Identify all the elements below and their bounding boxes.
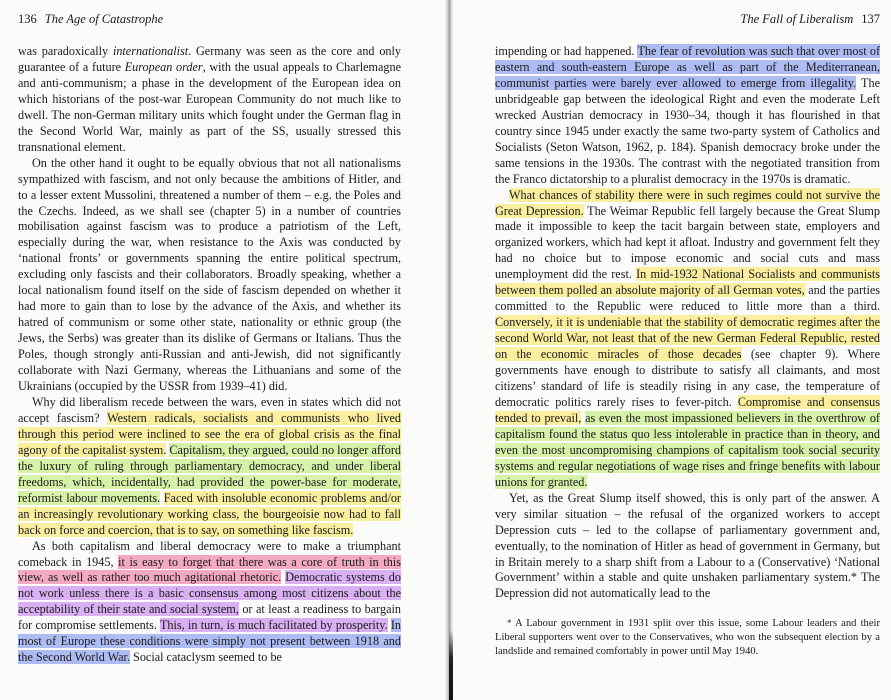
left-page xyxy=(0,0,445,700)
paragraph: Why did liberalism recede between the wars, even in states which did not accept fascism? Western radicals, socialists and communists who lived through this period were inclined to see the era of global crisis as the final agony of the capitalist system. Capitalism, they argued, could no longer afford the luxury of ruling through parliamentary democracy, and under liberal freedoms, which, incidentally, had provided the power-base for moderate, reformist labour movements. Faced with insoluble economic problems and/or an increasingly revolutionary working class, the bourgeoisie now had to fall back on force and coercion, that is to say, on something like fascism. xyxy=(18,394,401,537)
footnote xyxy=(495,616,880,659)
highlight-yellow: Compromise and consensus tended to prevail, xyxy=(495,394,880,425)
left-text-column xyxy=(18,44,401,666)
paragraph: was paradoxically internationalist. Germany was seen as the core and only guarantee of a future European order, with the usual appeals to Charlemagne and anti-communism; a phase in the development of the European idea on which historians of the post-war European Community do not much like to dwell. The non-German military units which fought under the German flag in the Second World War, mainly as part of the SS, usually stressed this transnational element. xyxy=(18,44,402,154)
emphasis: European order xyxy=(124,59,203,74)
highlight-yellow: What chances of stability there were in such regimes could not survive the Great Depression. xyxy=(495,187,880,218)
footnote-marker: * xyxy=(507,618,512,629)
highlight-blue: The fear of revolution was such that over most of eastern and south-eastern Europe as well as part of the Mediterranean, communist parties were barely ever allowed to emerge from illegality. xyxy=(495,44,880,90)
left-running-header xyxy=(18,12,445,28)
right-page-number: 137 xyxy=(861,12,880,26)
highlight-violet: This, in turn, is much facilitated by prosperity. xyxy=(159,618,388,633)
highlight-green: Capitalism, they argued, could no longer afford the luxury of ruling through parliamentary democracy, and under liberal freedoms, which, incidentally, had provided the power-base for moderate, reformist labour movements. xyxy=(18,442,401,505)
paragraph: What chances of stability there were in such regimes could not survive the Great Depression. The Weimar Republic fell largely because the Great Slump made it impossible to keep the tacit bargain between state, employers and organized workers, which had kept it afloat. Industry and government felt they had no choice but to impose economic and social cuts and mass unemployment did the rest. In mid-1932 National Socialists and communists between them polled an absolute majority of all German votes, and the parties committed to the Republic were reduced to little more than a third. Conversely, it it is undeniable that the stability of democratic regimes after the second World War, not least that of the new German Federal Republic, rested on the economic miracles of those decades (see chapter 9). Where governments have enough to distribute to satisfy all claimants, and most citizens’ standard of life is steadily rising in any case, the temperature of democratic politics rarely rises to fever-pitch. Compromise and consensus tended to prevail, as even the most impassioned believers in the overthrow of capitalism found the status quo less intolerable in practice than in theory, and even the most uncompromising champions of capitalism took social security systems and regular negotiations of wage rises and fringe benefits with labour unions for granted. xyxy=(495,187,880,489)
book-spine-shadow xyxy=(445,0,453,700)
highlight-blue: In most of Europe these conditions were simply not present between 1918 and the Second World War. xyxy=(18,618,401,665)
right-page xyxy=(453,0,891,700)
highlight-yellow: Faced with insoluble economic problems and/or an increasingly revolutionary working class, the bourgeoisie now had to fall back on force and coercion, that is to say, on something like fascism. xyxy=(18,490,401,537)
emphasis: internationalist xyxy=(112,44,189,58)
right-running-title: The Fall of Liberalism xyxy=(740,12,854,26)
paragraph: As both capitalism and liberal democracy were to make a triumphant comeback in 1945, it is easy to forget that there was a core of truth in this view, as well as rather too much agitational rhetoric. Democratic systems do not work unless there is a basic consensus among most citizens about the acceptability of their state and social system, or at least a readiness to bargain for compromise settlements. This, in turn, is much facilitated by prosperity. In most of Europe these conditions were simply not present between 1918 and the Second World War. Social cataclysm seemed to be xyxy=(18,538,401,665)
paragraph: Yet, as the Great Slump itself showed, this is only part of the answer. A very similar situation – the refusal of the organized workers to accept Depression cuts – led to the collapse of parliamentary government and, eventually, to the nomination of Hitler as head of government in Germany, but in Britain merely to a sharp shift from a Labour to a (Conservative) ‘National Government’ within a stable and quite unshaken parliamentary system.* The Depression did not automatically lead to the xyxy=(495,490,880,601)
highlight-pink: it is easy to forget that there was a core of truth in this view, as well as rather too much agitational rhetoric. xyxy=(18,554,401,585)
paragraph: On the other hand it ought to be equally obvious that not all nationalisms sympathized with fascism, and not only because the ambitions of Hitler, and to a lesser extent Mussolini, threatened a number of them – e.g. the Poles and the Czechs. Indeed, as we shall see (chapter 5) in a number of countries mobilisation against fascism was to produce a patriotism of the Left, especially during the war, when resistance to the Axis was conducted by ‘national fronts’ or governments spanning the entire political spectrum, excluding only fascists and their collaborators. Broadly speaking, whether a local nationalism found itself on the side of fascism depended on whether it had more to gain than to lose by the advance of the Axis, and whether its hatred of communism or some other state, nationality or ethnic group (the Jews, the Serbs) was greater than its dislike of Germans or Italians. Thus the Poles, though strongly anti-Russian and anti-Jewish, did not significantly collaborate with Nazi Germany, whereas the Lithuanians and some of the Ukrainians (occupied by the USSR from 1939–41) did. xyxy=(18,155,401,394)
highlight-yellow: In mid-1932 National Socialists and communists between them polled an absolute majority of all German votes, xyxy=(495,267,880,298)
left-running-title: The Age of Catastrophe xyxy=(44,12,164,26)
footnote-text: A Labour government in 1931 split over this issue, some Labour leaders and their Liberal supporters went over to the Conservatives, who won the subsequent election by a landslide and remained comfortably in power until May 1940. xyxy=(495,618,880,658)
highlight-yellow: Western radicals, socialists and communists who lived through this period were inclined to see the era of global crisis as the final agony of the capitalist system. xyxy=(18,410,401,457)
left-page-number: 136 xyxy=(18,12,37,26)
right-running-header xyxy=(495,12,880,28)
highlight-yellow: Conversely, it it is undeniable that the stability of democratic regimes after the second World War, not least that of the new German Federal Republic, rested on the economic miracles of those decades xyxy=(495,315,880,362)
paragraph: impending or had happened. The fear of revolution was such that over most of eastern and south-eastern Europe as well as part of the Mediterranean, communist parties were barely ever allowed to emerge from illegality. The unbridgeable gap between the ideological Right and even the moderate Left wrecked Austrian democracy in 1930–34, though it has flourished in that country since 1945 under exactly the same two-party system of Catholics and Socialists (Seton Watson, 1962, p. 184). Spanish democracy broke under the same tensions in the 1930s. The contrast with the negotiated transition from the Franco dictatorship to a pluralist democracy in the 1970s is dramatic. xyxy=(495,44,880,186)
highlight-green: as even the most impassioned believers in the overthrow of capitalism found the status quo less intolerable in practice than in theory, and even the most uncompromising champions of capitalism took social security systems and regular negotiations of wage rises and fringe benefits with labour unions for granted. xyxy=(495,410,880,489)
highlight-violet: Democratic systems do not work unless there is a basic consensus among most citizens about the acceptability of their state and social system, xyxy=(18,570,401,617)
right-text-column xyxy=(495,44,880,659)
